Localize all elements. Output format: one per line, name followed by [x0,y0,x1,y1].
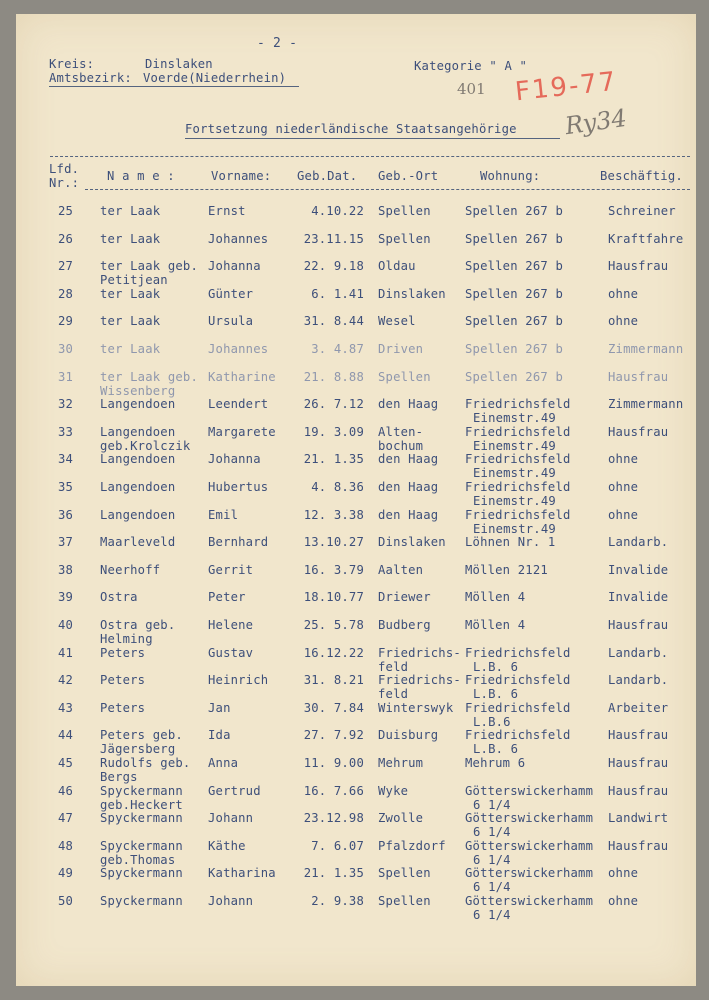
row-wohnung: Götterswickerhamm [465,894,594,908]
row-gebdat: 31. 8.21 [303,673,364,688]
row-beruf: Hausfrau [608,424,669,439]
row-gebdat: 21. 1.35 [303,866,364,881]
table-row [0,619,709,647]
row-beruf: ohne [608,452,639,467]
row-gebdat: 27. 7.92 [303,728,364,743]
row-wohnung: Götterswickerhamm [465,838,594,853]
row-vorname: Johanna [208,259,261,274]
row-number: 46 [58,783,74,798]
row-vorname: Katharine [208,369,276,384]
table-row [0,371,709,399]
row-geb-ort: Friedrichs- [378,645,461,660]
row-name: Rudolfs geb. [100,756,191,770]
table-row [0,729,709,757]
header-rule-bottom [85,189,690,190]
row-wohnung: Götterswickerhamm [465,783,594,798]
row-geb-ort: Mehrum [378,756,424,770]
row-vorname: Heinrich [208,673,269,688]
row-name: Neerhoff [100,562,161,577]
row-beruf: Schreiner [608,204,676,218]
row-vorname: Johanna [208,452,261,467]
col-lfd-2: Nr.: [49,176,80,190]
row-wohnung: Spellen 267 b [465,286,563,301]
row-beruf: ohne [608,314,639,329]
row-gebdat: 21. 1.35 [303,452,364,467]
row-name: ter Laak geb. [100,369,198,384]
table-row [0,509,709,537]
row-name: ter Laak [100,342,161,356]
kategorie: Kategorie " A " [414,59,528,73]
row-vorname: Margarete [208,424,276,439]
row-vorname: Leendert [208,397,269,412]
row-vorname: Hubertus [208,480,269,494]
amtsbezirk-value: Voerde(Niederrhein) [143,71,287,85]
row-gebdat: 19. 3.09 [303,424,364,439]
row-wohnung: Friedrichsfeld [465,397,571,412]
row-wohnung-line2: Einemstr.49 [473,438,556,453]
row-vorname: Ursula [208,314,254,329]
page-number: - 2 - [257,36,298,51]
kreis-label: Kreis: [49,57,95,71]
row-vorname: Bernhard [208,535,269,550]
col-wohnung: Wohnung: [480,169,541,183]
row-name: ter Laak [100,204,161,218]
row-geb-ort: Driewer [378,590,431,605]
row-name: Spyckermann [100,894,183,908]
row-geb-ort: den Haag [378,397,439,412]
table-row [0,233,709,261]
row-gebdat: 18.10.77 [303,590,364,605]
table-row [0,867,709,895]
row-beruf: ohne [608,507,639,522]
row-vorname: Gustav [208,645,254,660]
row-number: 48 [58,838,74,853]
row-wohnung-line2: 6 1/4 [473,852,511,867]
table-row [0,481,709,509]
pencil-reference: Ry34 [563,103,629,141]
row-beruf: Landarb. [608,535,669,550]
row-geb-ort-line2: feld [378,687,409,702]
row-vorname: Katharina [208,866,276,881]
row-gebdat: 2. 9.38 [311,894,364,908]
row-number: 39 [58,590,74,605]
row-gebdat: 21. 8.88 [303,369,364,384]
row-name-line2: Bergs [100,770,138,784]
col-gebdat: Geb.Dat. [297,169,358,183]
row-beruf: Landarb. [608,673,669,688]
row-gebdat: 4. 8.36 [311,480,364,494]
table-row [0,426,709,454]
row-wohnung: Möllen 4 [465,618,526,632]
row-gebdat: 30. 7.84 [303,700,364,715]
row-name: ter Laak geb. [100,259,198,274]
row-beruf: Zimmermann [608,342,684,356]
row-beruf: Arbeiter [608,700,669,715]
row-wohnung: Friedrichsfeld [465,645,571,660]
row-vorname: Emil [208,507,239,522]
table-row [0,895,709,923]
row-beruf: Invalide [608,562,669,577]
row-beruf: ohne [608,866,639,881]
row-gebdat: 4.10.22 [311,204,364,218]
row-wohnung-line2: 6 1/4 [473,908,511,922]
row-number: 49 [58,866,74,881]
row-geb-ort: Driven [378,342,424,356]
row-geb-ort: Winterswyk [378,700,454,715]
row-wohnung-line2: L.B. 6 [473,687,519,702]
row-geb-ort: Zwolle [378,811,424,826]
row-wohnung: Friedrichsfeld [465,728,571,743]
table-row [0,453,709,481]
row-name-line2: Helming [100,632,153,646]
row-beruf: Hausfrau [608,369,669,384]
row-number: 41 [58,645,74,660]
row-name-line2: geb.Heckert [100,797,183,812]
amtsbezirk-label: Amtsbezirk: [49,71,132,85]
table-row [0,260,709,288]
row-name-line2: geb.Thomas [100,852,176,867]
row-name: Peters geb. [100,728,183,743]
row-name: Langendoen [100,452,176,467]
row-wohnung: Spellen 267 b [465,314,563,329]
table-row [0,288,709,316]
row-beruf: ohne [608,286,639,301]
row-geb-ort: Dinslaken [378,286,446,301]
row-gebdat: 11. 9.00 [303,756,364,770]
col-vorname: Vorname: [211,169,272,183]
row-name-line2: Jägersberg [100,742,176,757]
row-geb-ort: Spellen [378,894,431,908]
row-beruf: Hausfrau [608,756,669,770]
row-gebdat: 7. 6.07 [311,838,364,853]
row-geb-ort: Spellen [378,231,431,246]
row-wohnung: Friedrichsfeld [465,507,571,522]
row-gebdat: 23.11.15 [303,231,364,246]
row-vorname: Johann [208,894,254,908]
row-gebdat: 31. 8.44 [303,314,364,329]
row-name-line2: geb.Krolczik [100,438,191,453]
kreis-value: Dinslaken [145,57,213,71]
row-beruf: ohne [608,894,639,908]
row-number: 25 [58,204,74,218]
row-name: Langendoen [100,480,176,494]
row-geb-ort-line2: bochum [378,438,424,453]
row-geb-ort: Spellen [378,866,431,881]
row-beruf: Hausfrau [608,838,669,853]
row-number: 38 [58,562,74,577]
table-row [0,812,709,840]
row-number: 43 [58,700,74,715]
row-beruf: Hausfrau [608,259,669,274]
title-underline [185,138,560,139]
row-geb-ort: den Haag [378,452,439,467]
row-number: 35 [58,480,74,494]
row-vorname: Käthe [208,838,246,853]
row-wohnung: Spellen 267 b [465,342,563,356]
row-wohnung: Friedrichsfeld [465,673,571,688]
row-vorname: Johannes [208,342,269,356]
row-vorname: Günter [208,286,254,301]
row-wohnung: Friedrichsfeld [465,700,571,715]
table-row [0,564,709,592]
row-number: 27 [58,259,74,274]
table-row [0,785,709,813]
row-geb-ort: Aalten [378,562,424,577]
row-vorname: Helene [208,618,254,632]
row-vorname: Ernst [208,204,246,218]
row-number: 42 [58,673,74,688]
row-beruf: ohne [608,480,639,494]
row-beruf: Invalide [608,590,669,605]
row-wohnung-line2: Einemstr.49 [473,466,556,481]
row-vorname: Gerrit [208,562,254,577]
row-wohnung: Löhnen Nr. 1 [465,535,556,550]
row-geb-ort: Budberg [378,618,431,632]
row-wohnung: Götterswickerhamm [465,811,594,826]
row-name-line2: Petitjean [100,273,168,288]
row-geb-ort: Spellen [378,204,431,218]
row-geb-ort: Oldau [378,259,416,274]
archive-stamp: F19-77 [513,66,619,108]
row-beruf: Hausfrau [608,618,669,632]
row-geb-ort: den Haag [378,507,439,522]
row-name: ter Laak [100,231,161,246]
row-name: Peters [100,673,146,688]
row-beruf: Zimmermann [608,397,684,412]
row-vorname: Gertrud [208,783,261,798]
row-number: 37 [58,535,74,550]
row-wohnung: Spellen 267 b [465,259,563,274]
row-gebdat: 23.12.98 [303,811,364,826]
row-name: Maarleveld [100,535,176,550]
table-row [0,647,709,675]
row-geb-ort: Friedrichs- [378,673,461,688]
amtsbezirk-underline [49,86,299,87]
row-name: Spyckermann [100,783,183,798]
row-name: ter Laak [100,314,161,329]
table-row [0,591,709,619]
row-number: 33 [58,424,74,439]
row-vorname: Johann [208,811,254,826]
row-geb-ort-line2: feld [378,659,409,674]
page-title: Fortsetzung niederländische Staatsangehörige [185,122,517,136]
row-gebdat: 3. 4.87 [311,342,364,356]
row-name: Langendoen [100,507,176,522]
row-number: 45 [58,756,74,770]
row-number: 47 [58,811,74,826]
row-geb-ort: Alten- [378,424,424,439]
row-geb-ort: Wesel [378,314,416,329]
row-gebdat: 22. 9.18 [303,259,364,274]
row-number: 28 [58,286,74,301]
row-vorname: Jan [208,700,231,715]
row-geb-ort: den Haag [378,480,439,494]
row-name: Langendoen [100,397,176,412]
row-number: 26 [58,231,74,246]
row-name: ter Laak [100,286,161,301]
row-geb-ort: Duisburg [378,728,439,743]
row-wohnung: Spellen 267 b [465,231,563,246]
row-wohnung: Spellen 267 b [465,204,563,218]
row-wohnung-line2: 6 1/4 [473,797,511,812]
row-vorname: Peter [208,590,246,605]
row-beruf: Landwirt [608,811,669,826]
row-gebdat: 6. 1.41 [311,286,364,301]
row-number: 50 [58,894,74,908]
row-name: Ostra [100,590,138,605]
row-name: Spyckermann [100,838,183,853]
row-gebdat: 16. 7.66 [303,783,364,798]
row-name: Spyckermann [100,866,183,881]
col-geb-ort: Geb.-Ort [378,169,439,183]
row-wohnung-line2: L.B.6 [473,714,511,729]
row-wohnung: Möllen 2121 [465,562,548,577]
row-wohnung: Götterswickerhamm [465,866,594,881]
table-row [0,205,709,233]
row-number: 40 [58,618,74,632]
row-number: 34 [58,452,74,467]
table-row [0,536,709,564]
row-number: 36 [58,507,74,522]
row-number: 44 [58,728,74,743]
row-name: Peters [100,700,146,715]
table-row [0,315,709,343]
row-geb-ort: Spellen [378,369,431,384]
row-geb-ort: Pfalzdorf [378,838,446,853]
table-row [0,757,709,785]
row-number: 30 [58,342,74,356]
header-rule-top [50,156,690,157]
row-wohnung: Möllen 4 [465,590,526,605]
row-wohnung-line2: L.B. 6 [473,742,519,757]
row-name-line2: Wissenberg [100,383,176,398]
row-wohnung-line2: Einemstr.49 [473,494,556,508]
row-wohnung-line2: 6 1/4 [473,825,511,840]
col-beruf: Beschäftig. [600,169,683,183]
row-geb-ort: Wyke [378,783,409,798]
row-gebdat: 16.12.22 [303,645,364,660]
row-gebdat: 13.10.27 [303,535,364,550]
row-vorname: Anna [208,756,239,770]
table-row [0,840,709,868]
row-name: Peters [100,645,146,660]
table-row [0,398,709,426]
row-number: 32 [58,397,74,412]
row-name: Ostra geb. [100,618,176,632]
row-gebdat: 26. 7.12 [303,397,364,412]
row-number: 29 [58,314,74,329]
row-wohnung: Friedrichsfeld [465,424,571,439]
col-name: N a m e : [107,169,175,183]
row-wohnung: Mehrum 6 [465,756,526,770]
row-number: 31 [58,369,74,384]
row-vorname: Ida [208,728,231,743]
row-wohnung: Friedrichsfeld [465,452,571,467]
row-wohnung: Spellen 267 b [465,369,563,384]
row-wohnung-line2: Einemstr.49 [473,521,556,536]
row-wohnung-line2: L.B. 6 [473,659,519,674]
col-lfd-1: Lfd. [49,162,80,176]
row-geb-ort: Dinslaken [378,535,446,550]
row-beruf: Landarb. [608,645,669,660]
table-row [0,343,709,371]
row-beruf: Kraftfahre [608,231,684,246]
row-gebdat: 12. 3.38 [303,507,364,522]
row-gebdat: 16. 3.79 [303,562,364,577]
row-name: Spyckermann [100,811,183,826]
row-wohnung: Friedrichsfeld [465,480,571,494]
row-name: Langendoen [100,424,176,439]
row-gebdat: 25. 5.78 [303,618,364,632]
table-row [0,674,709,702]
row-wohnung-line2: 6 1/4 [473,880,511,895]
table-row [0,702,709,730]
row-wohnung-line2: Einemstr.49 [473,411,556,426]
row-vorname: Johannes [208,231,269,246]
row-beruf: Hausfrau [608,728,669,743]
pencil-note: 401 [457,80,486,98]
row-beruf: Hausfrau [608,783,669,798]
